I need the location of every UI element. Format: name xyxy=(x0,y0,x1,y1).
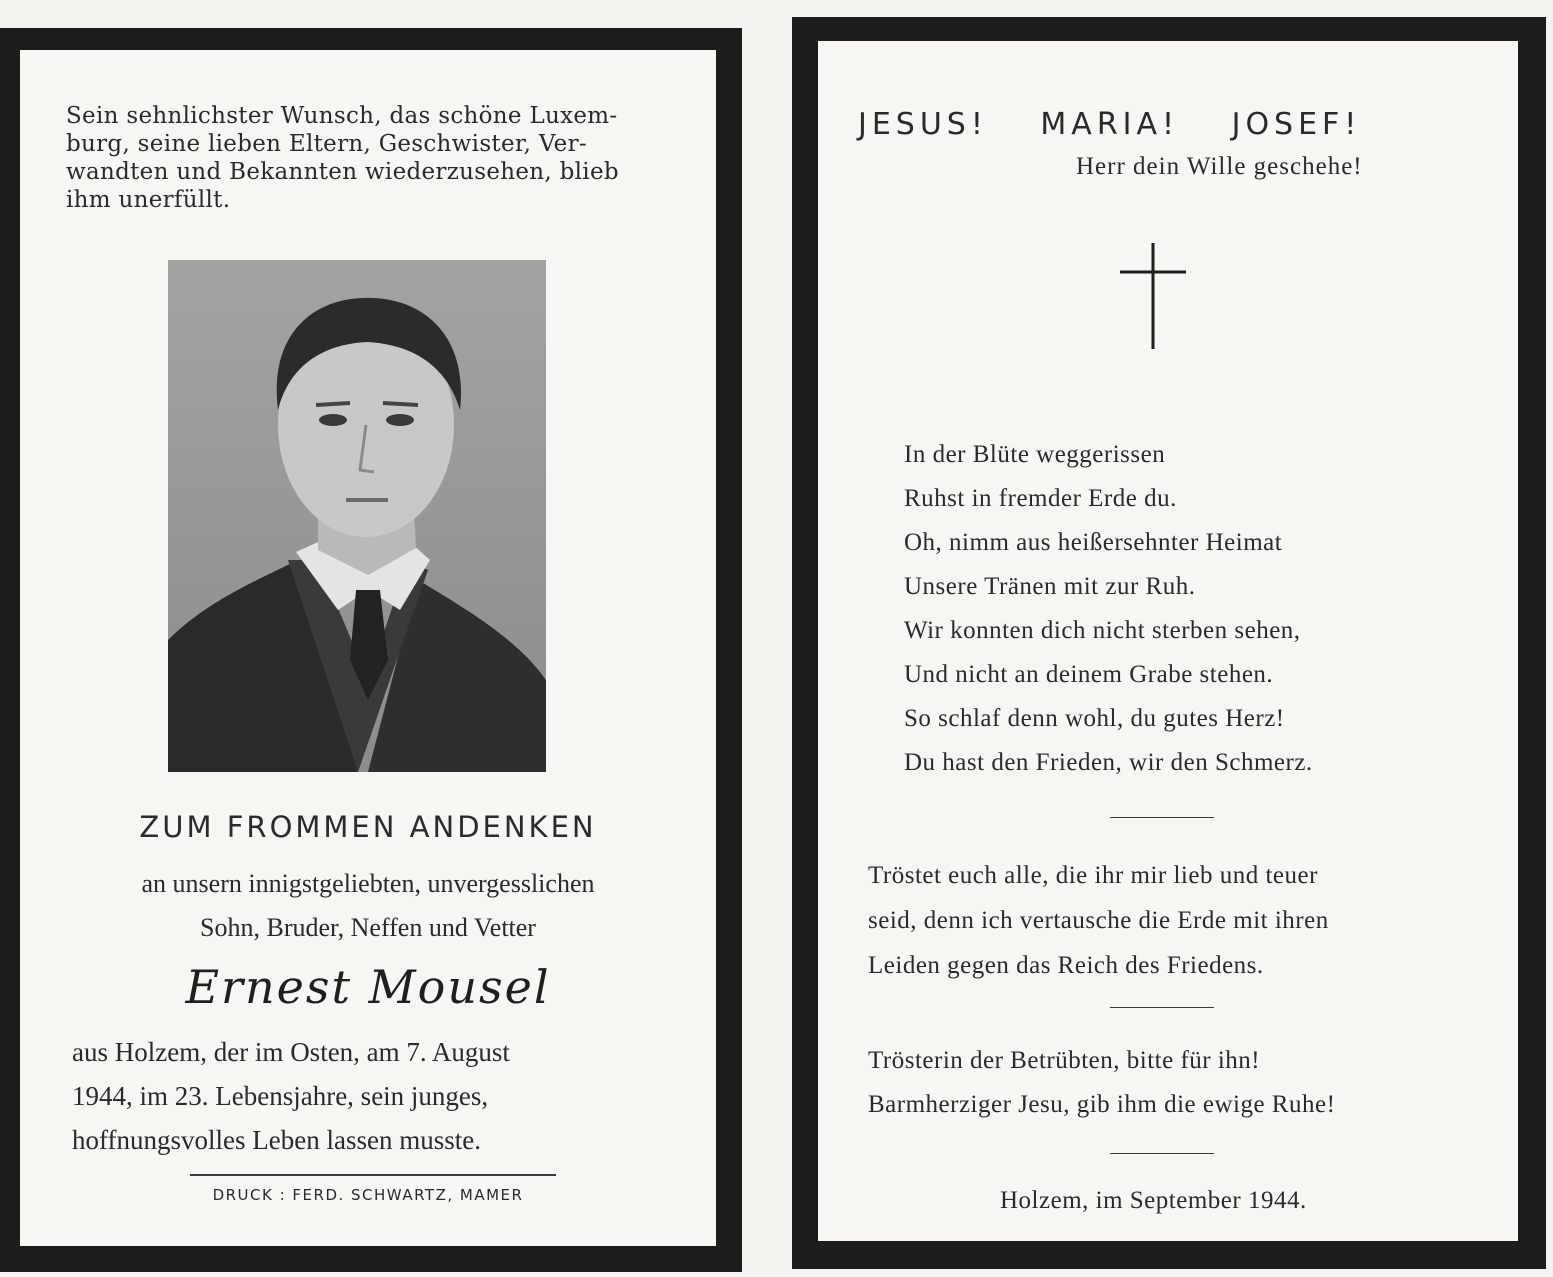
divider-rule xyxy=(1110,1007,1214,1008)
poem-line: Du hast den Frieden, wir den Schmerz. xyxy=(904,749,1313,776)
printer-imprint: DRUCK : FERD. SCHWARTZ, MAMER xyxy=(212,1186,524,1204)
portrait-photo xyxy=(168,260,546,772)
poem-line: Wir konnten dich nicht sterben sehen, xyxy=(904,617,1301,644)
poem-line: Unsere Tränen mit zur Ruh. xyxy=(904,573,1196,600)
memorial-card-right xyxy=(792,17,1546,1269)
printer-divider xyxy=(190,1174,556,1176)
death-details: aus Holzem, der im Osten, am 7. August 1944, im 23. Lebensjahre, sein junges, hoffnungsvolles Leben lassen musste. xyxy=(72,1037,510,1155)
place-date: Holzem, im September 1944. xyxy=(1000,1187,1307,1214)
memorial-card-left xyxy=(0,28,742,1272)
cross-icon xyxy=(1118,241,1188,351)
memorial-subtitle: an unsern innigstgeliebten, unvergesslichen Sohn, Bruder, Neffen und Vetter xyxy=(141,869,595,942)
wish-text: Sein sehnlichster Wunsch, das schöne Luxem- burg, seine lieben Eltern, Geschwister, Ver- wandten und Bekannten wiederzusehen, blieb ihm unerfüllt. xyxy=(66,103,619,213)
poem-line: Ruhst in fremder Erde du. xyxy=(904,485,1177,512)
poem-line: So schlaf denn wohl, du gutes Herz! xyxy=(904,705,1285,732)
poem-line: Oh, nimm aus heißersehnter Heimat xyxy=(904,529,1283,556)
portrait-image xyxy=(168,260,546,772)
consolation-text: Tröstet euch alle, die ihr mir lieb und teuer seid, denn ich vertausche die Erde mit ihren Leiden gegen das Reich des Friedens. xyxy=(868,862,1329,979)
poem-line: In der Blüte weggerissen xyxy=(904,441,1166,468)
poem xyxy=(904,433,1464,785)
memorial-heading: ZUM FROMMEN ANDENKEN xyxy=(139,810,597,844)
divider-rule xyxy=(1110,1153,1214,1154)
divider-rule xyxy=(1110,817,1214,818)
invocation-heading: JESUS! MARIA! JOSEF! xyxy=(858,107,1362,142)
prayer-text: Trösterin der Betrübten, bitte für ihn! Barmherziger Jesu, gib ihm die ewige Ruhe! xyxy=(868,1047,1336,1118)
deceased-name: Ernest Mousel xyxy=(185,960,551,1014)
will-line: Herr dein Wille geschehe! xyxy=(1076,153,1363,180)
poem-line: Und nicht an deinem Grabe stehen. xyxy=(904,661,1274,688)
right-page xyxy=(818,41,1518,1241)
left-page xyxy=(20,50,716,1246)
